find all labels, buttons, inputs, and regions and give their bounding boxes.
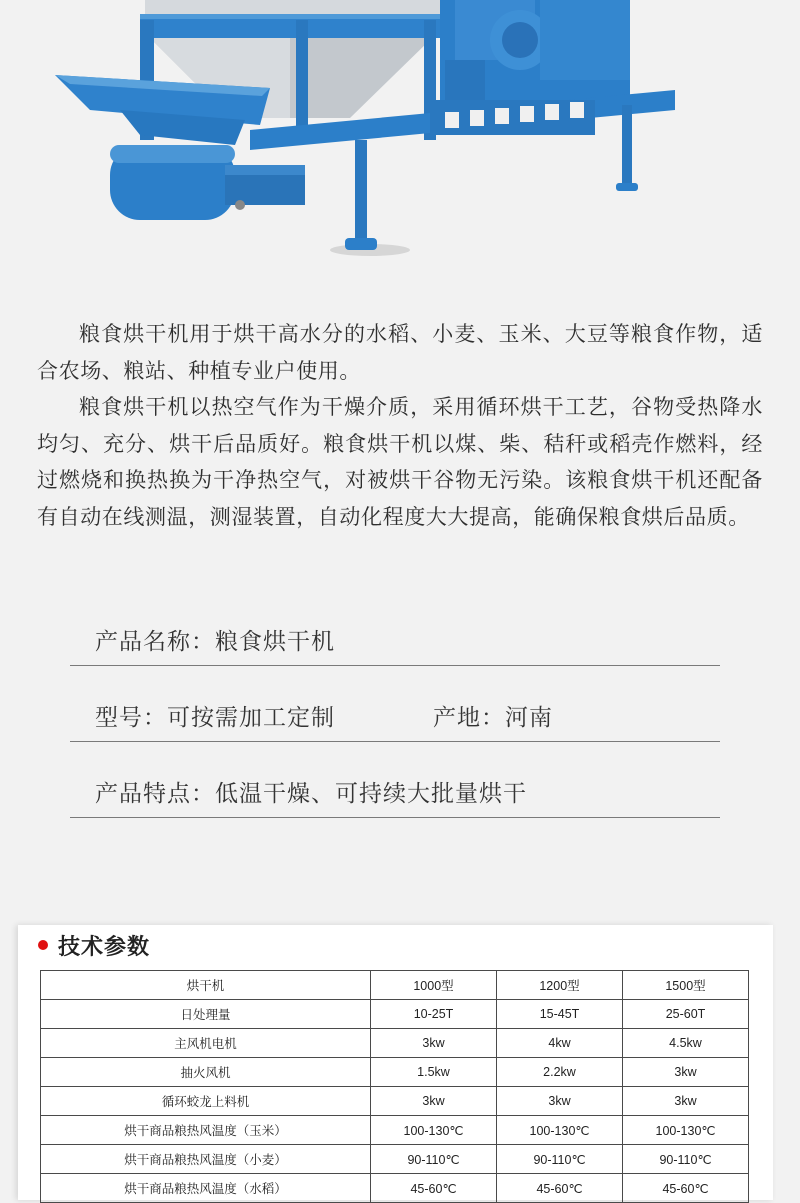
table-row-label: 主风机电机 [41, 1029, 371, 1058]
product-name: 产品名称：粮食烘干机 [95, 629, 335, 655]
table-row-label: 烘干商品粮热风温度（玉米） [41, 1116, 371, 1145]
spec-table [40, 970, 749, 1203]
table-cell: 45-60℃ [371, 1174, 497, 1203]
table-row-label: 烘干机 [41, 971, 371, 1000]
product-origin: 产地：河南 [433, 705, 553, 731]
description-paragraph: 粮食烘干机以热空气作为干燥介质，采用循环烘干工艺，谷物受热降水均匀、充分、烘干后品质好。粮食烘干机以煤、柴、秸秆或稻壳作燃料，经过燃烧和换热换为干净热空气，对被烘干谷物无污染。该粮食烘干机还配备有自动在线测温，测湿装置，自动化程度大大提高，能确保粮食烘后品质。 [37, 395, 763, 529]
table-cell: 15-45T [497, 1000, 623, 1029]
table-cell: 3kw [623, 1087, 749, 1116]
table-cell: 3kw [623, 1058, 749, 1087]
table-cell: 2.2kw [497, 1058, 623, 1087]
product-model: 型号：可按需加工定制 [95, 705, 335, 731]
table-row-label: 日处理量 [41, 1000, 371, 1029]
table-row [41, 1087, 749, 1116]
table-cell: 1500型 [623, 971, 749, 1000]
table-cell: 4kw [497, 1029, 623, 1058]
table-cell: 100-130℃ [623, 1116, 749, 1145]
table-cell: 90-110℃ [497, 1145, 623, 1174]
info-row-name [70, 615, 720, 666]
table-cell: 45-60℃ [497, 1174, 623, 1203]
table-row-label: 烘干商品粮热风温度（小麦） [41, 1145, 371, 1174]
tech-specs-card [18, 925, 773, 1200]
spec-table-body [41, 971, 749, 1203]
table-cell: 1200型 [497, 971, 623, 1000]
bullet-dot-icon [38, 940, 48, 950]
info-row-features [70, 767, 720, 818]
specs-title: 技术参数 [58, 935, 151, 960]
table-cell: 100-130℃ [371, 1116, 497, 1145]
table-cell: 1000型 [371, 971, 497, 1000]
table-row-label: 循环蛟龙上料机 [41, 1087, 371, 1116]
table-cell: 100-130℃ [497, 1116, 623, 1145]
product-features: 产品特点：低温干燥、可持续大批量烘干 [95, 781, 527, 807]
table-cell: 4.5kw [623, 1029, 749, 1058]
table-cell: 3kw [497, 1087, 623, 1116]
table-row-label: 抽火风机 [41, 1058, 371, 1087]
table-row [41, 1116, 749, 1145]
table-row [41, 1174, 749, 1203]
description-paragraph: 粮食烘干机用于烘干高水分的水稻、小麦、玉米、大豆等粮食作物，适合农场、粮站、种植专业户使用。 [37, 322, 763, 383]
table-cell: 90-110℃ [371, 1145, 497, 1174]
table-row [41, 1000, 749, 1029]
table-cell: 3kw [371, 1029, 497, 1058]
table-cell: 45-60℃ [623, 1174, 749, 1203]
table-row [41, 1058, 749, 1087]
table-cell: 3kw [371, 1087, 497, 1116]
product-description [37, 316, 763, 535]
table-cell: 25-60T [623, 1000, 749, 1029]
table-cell: 10-25T [371, 1000, 497, 1029]
table-row [41, 1145, 749, 1174]
table-header-row [41, 971, 749, 1000]
info-row-model-origin [70, 691, 720, 742]
table-cell: 1.5kw [371, 1058, 497, 1087]
grain-dryer-illustration [0, 0, 800, 270]
table-cell: 90-110℃ [623, 1145, 749, 1174]
table-row [41, 1029, 749, 1058]
table-row-label: 烘干商品粮热风温度（水稻） [41, 1174, 371, 1203]
machine-photo [0, 0, 800, 270]
